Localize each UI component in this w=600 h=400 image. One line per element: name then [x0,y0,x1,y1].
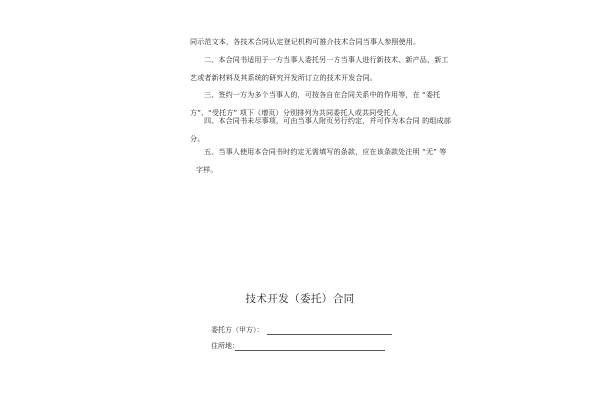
address-fill-line[interactable] [235,350,385,351]
address-field-label: 住所地： [211,342,239,350]
clause-3-line-2: 方”、“受托方” 项下（增页）分别排列为共同委托人或共同受托人 [190,108,398,117]
client-fill-line[interactable] [267,334,392,335]
clause-2-line-1: 二、本合同书适用于一方当事人委托另一方当事人进行新技术、新产品、新工 [204,55,449,64]
clause-4-line-2: 分。 [190,134,205,143]
clause-5-line-1: 五、当事人使用本合同书时约定无需填写的条款，应在该条款处注明 “无” 等 [204,147,447,156]
clause-5-line-2: 字样。 [196,165,218,174]
clause-3-line-1: 三、签约一方为多个当事人的，可按各自在合同关系中的作用等，在 “委托 [204,90,441,99]
intro-line: 同示范文本，各技术合同认定登记机构可推介技术合同当事人参照使用。 [190,37,421,46]
clause-5 [190,143,447,179]
client-field[interactable] [211,325,264,335]
clause-4-line-1: 四、本合同书未尽事项，可由当事人附页另行约定，并可作为本合同 的组成部 [204,116,451,125]
clause-2 [190,51,449,87]
intro-paragraph-tail [190,33,421,51]
contract-title: 技术开发（委托）合同 [245,293,355,305]
clause-2-line-2: 艺或者新材料及其系统的研究开发所订立的技术开发合同。 [190,73,378,82]
client-field-label: 委托方（甲方）： [211,326,264,334]
address-field[interactable] [211,341,239,351]
